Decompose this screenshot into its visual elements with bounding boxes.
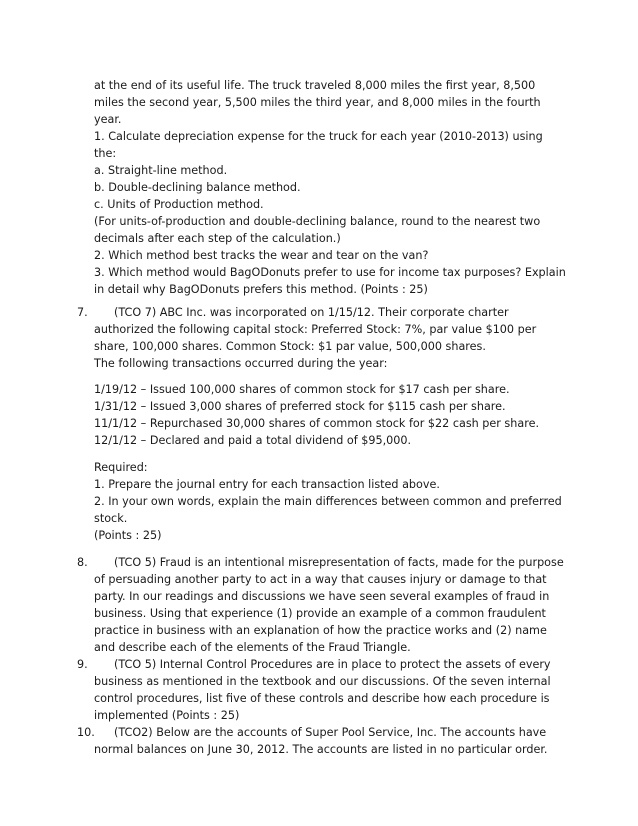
q6-line-1: at the end of its useful life. The truck traveled 8,000 miles the first year, 8,500 xyxy=(94,79,536,92)
q10-line-1: (TCO2) Below are the accounts of Super Pool Service, Inc. The accounts have xyxy=(114,726,547,739)
q6-line-7: b. Double-declining balance method. xyxy=(94,181,301,194)
q7-required-1: 1. Prepare the journal entry for each transaction listed above. xyxy=(94,478,440,491)
q8-line-1: (TCO 5) Fraud is an intentional misrepresentation of facts, made for the purpose xyxy=(114,556,564,569)
q9-line-3: control procedures, list five of these controls and describe how each procedure is xyxy=(94,692,550,705)
q6-line-6: a. Straight-line method. xyxy=(94,164,228,177)
q7-required-3: stock. xyxy=(94,512,128,525)
q7-transaction-2: 1/31/12 – Issued 3,000 shares of preferred stock for $115 cash per share. xyxy=(94,400,506,413)
q7-transaction-1: 1/19/12 – Issued 100,000 shares of common stock for $17 cash per share. xyxy=(94,383,510,396)
q8-line-2: of persuading another party to act in a way that causes injury or damage to that xyxy=(94,573,547,586)
q7-required-2: 2. In your own words, explain the main differences between common and preferred xyxy=(94,495,562,508)
q8-line-3: party. In our readings and discussions we have seen several examples of fraud in xyxy=(94,590,550,603)
q6-line-8: c. Units of Production method. xyxy=(94,198,264,211)
q6-line-11: 2. Which method best tracks the wear and tear on the van? xyxy=(94,249,429,262)
q6-line-10: decimals after each step of the calculation.) xyxy=(94,232,341,245)
q7-points: (Points : 25) xyxy=(94,529,162,542)
q9-number: 9. xyxy=(77,658,88,671)
q6-line-12: 3. Which method would BagODonuts prefer to use for income tax purposes? Explain xyxy=(94,266,566,279)
q6-line-13: in detail why BagODonuts prefers this method. (Points : 25) xyxy=(94,283,428,296)
q10-number: 10. xyxy=(77,726,95,739)
q6-line-5: the: xyxy=(94,147,117,160)
q7-transaction-3: 11/1/12 – Repurchased 30,000 shares of common stock for $22 cash per share. xyxy=(94,417,540,430)
q9-line-1: (TCO 5) Internal Control Procedures are in place to protect the assets of every xyxy=(114,658,551,671)
q7-required-heading: Required: xyxy=(94,461,148,474)
q9-line-2: business as mentioned in the textbook and our discussions. Of the seven internal xyxy=(94,675,551,688)
q6-line-3: year. xyxy=(94,113,122,126)
q9-line-4: implemented (Points : 25) xyxy=(94,709,240,722)
q7-number: 7. xyxy=(77,306,88,319)
q7-transaction-4: 12/1/12 – Declared and paid a total dividend of $95,000. xyxy=(94,434,412,447)
q7-line-2: authorized the following capital stock: Preferred Stock: 7%, par value $100 per xyxy=(94,323,537,336)
q7-line-3: share, 100,000 shares. Common Stock: $1 par value, 500,000 shares. xyxy=(94,340,486,353)
q7-line-4: The following transactions occurred during the year: xyxy=(94,357,388,370)
q6-line-4: 1. Calculate depreciation expense for the truck for each year (2010-2013) using xyxy=(94,130,543,143)
q10-line-2: normal balances on June 30, 2012. The accounts are listed in no particular order. xyxy=(94,743,548,756)
q6-line-9: (For units-of-production and double-declining balance, round to the nearest two xyxy=(94,215,541,228)
q8-number: 8. xyxy=(77,556,88,569)
q6-line-2: miles the second year, 5,500 miles the third year, and 8,000 miles in the fourth xyxy=(94,96,541,109)
q7-line-1: (TCO 7) ABC Inc. was incorporated on 1/15/12. Their corporate charter xyxy=(114,306,509,319)
q8-line-6: and describe each of the elements of the Fraud Triangle. xyxy=(94,641,411,654)
q8-line-4: business. Using that experience (1) provide an example of a common fraudulent xyxy=(94,607,546,620)
q8-line-5: practice in business with an explanation of how the practice works and (2) name xyxy=(94,624,547,637)
